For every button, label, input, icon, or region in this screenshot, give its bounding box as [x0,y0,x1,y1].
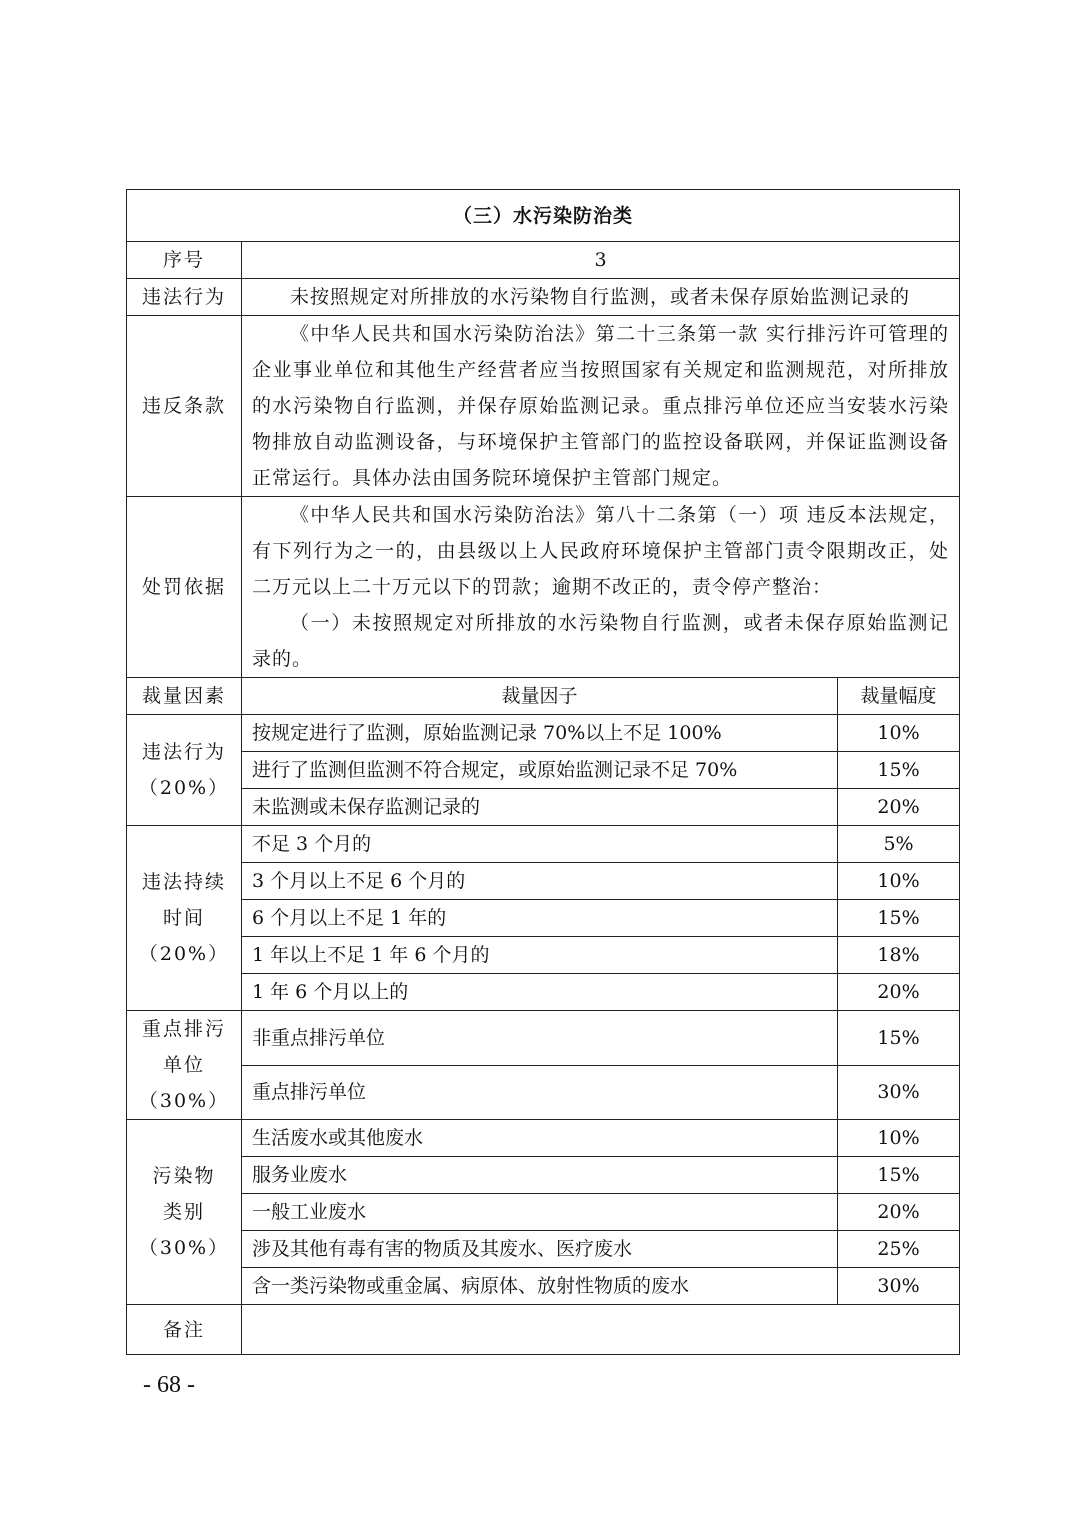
factor-range: 10% [838,863,960,900]
factor-group-label-line: （20%） [138,777,230,799]
factor-text: 重点排污单位 [242,1065,838,1120]
factor-range: 20% [838,1194,960,1231]
clause-label: 违反条款 [127,316,242,497]
remarks-row [127,1305,960,1355]
range-column-header: 裁量幅度 [838,678,960,715]
factor-row [127,1011,960,1066]
factor-group-label-line: 重点排污 [141,1018,226,1040]
factor-group-label-line: （20%） [138,943,230,965]
factor-text: 一般工业废水 [242,1194,838,1231]
factor-group-label-line: （30%） [138,1237,230,1259]
penalty-table [126,189,960,1355]
factor-row [127,974,960,1011]
factor-text: 6 个月以上不足 1 年的 [242,900,838,937]
factor-text: 非重点排污单位 [242,1011,838,1066]
factor-row [127,715,960,752]
factor-group-label [127,1011,242,1120]
factor-range: 10% [838,1120,960,1157]
violation-value: 未按照规定对所排放的水污染物自行监测，或者未保存原始监测记录的 [242,279,960,316]
factors-header-row [127,678,960,715]
factor-row [127,900,960,937]
factor-range: 30% [838,1268,960,1305]
factor-text: 3 个月以上不足 6 个月的 [242,863,838,900]
factor-text: 涉及其他有毒有害的物质及其废水、医疗废水 [242,1231,838,1268]
factor-text: 按规定进行了监测，原始监测记录 70%以上不足 100% [242,715,838,752]
factor-text: 1 年以上不足 1 年 6 个月的 [242,937,838,974]
factor-text: 服务业废水 [242,1157,838,1194]
factor-group-label [127,1120,242,1305]
factor-row [127,863,960,900]
factor-group-label-line: 污染物 [152,1165,216,1187]
factor-row [127,826,960,863]
factor-text: 1 年 6 个月以上的 [242,974,838,1011]
factor-range: 30% [838,1065,960,1120]
remarks-value [242,1305,960,1355]
basis-text: 《中华人民共和国水污染防治法》第八十二条第（一）项 违反本法规定，有下列行为之一的，由县级以上人民政府环境保护主管部门责令限期改正，处二万元以上二十万元以下的罚款；逾期不改正的，责令停产整治： （一）未按照规定对所排放的水污染物自行监测，或者未保存原始监测记录的。 [242,497,960,678]
seq-label: 序号 [127,242,242,279]
factor-row [127,1231,960,1268]
factor-text: 不足 3 个月的 [242,826,838,863]
factor-range: 15% [838,1157,960,1194]
factor-group-label [127,826,242,1011]
factor-group-label-line: 违法行为 [141,741,226,763]
factor-range: 15% [838,752,960,789]
factor-text: 未监测或未保存监测记录的 [242,789,838,826]
page-number: - 68 - [143,1372,195,1398]
factor-range: 15% [838,900,960,937]
factor-range: 20% [838,974,960,1011]
remarks-label: 备注 [127,1305,242,1355]
factor-group-label-line: （30%） [138,1090,230,1112]
factor-row [127,789,960,826]
factor-range: 25% [838,1231,960,1268]
factor-range: 20% [838,789,960,826]
factor-range: 18% [838,937,960,974]
factor-range: 15% [838,1011,960,1066]
factor-text: 含一类污染物或重金属、病原体、放射性物质的废水 [242,1268,838,1305]
factor-row [127,1065,960,1120]
factor-group-label-line: 类别 [162,1201,205,1223]
clause-text: 《中华人民共和国水污染防治法》第二十三条第一款 实行排污许可管理的企业事业单位和其他生产经营者应当按照国家有关规定和监测规范，对所排放的水污染物自行监测，并保存原始监测记录。重点排污单位还应当安装水污染物排放自动监测设备，与环境保护主管部门的监控设备联网，并保证监测设备正常运行。具体办法由国务院环境保护主管部门规定。 [242,316,960,497]
factor-row [127,1268,960,1305]
factor-row [127,937,960,974]
factor-range: 10% [838,715,960,752]
factor-column-header: 裁量因子 [242,678,838,715]
factor-group-label [127,715,242,826]
seq-value: 3 [242,242,960,279]
factor-row [127,752,960,789]
factor-row [127,1194,960,1231]
table-title: （三）水污染防治类 [127,190,960,242]
factor-text: 生活废水或其他废水 [242,1120,838,1157]
basis-label: 处罚依据 [127,497,242,678]
factor-range: 5% [838,826,960,863]
factor-group-label-line: 违法持续 [141,871,226,893]
factor-text: 进行了监测但监测不符合规定，或原始监测记录不足 70% [242,752,838,789]
factor-row [127,1120,960,1157]
factors-label: 裁量因素 [127,678,242,715]
factor-row [127,1157,960,1194]
factor-group-label-line: 时间 [162,907,205,929]
factor-group-label-line: 单位 [162,1054,205,1076]
violation-label: 违法行为 [127,279,242,316]
